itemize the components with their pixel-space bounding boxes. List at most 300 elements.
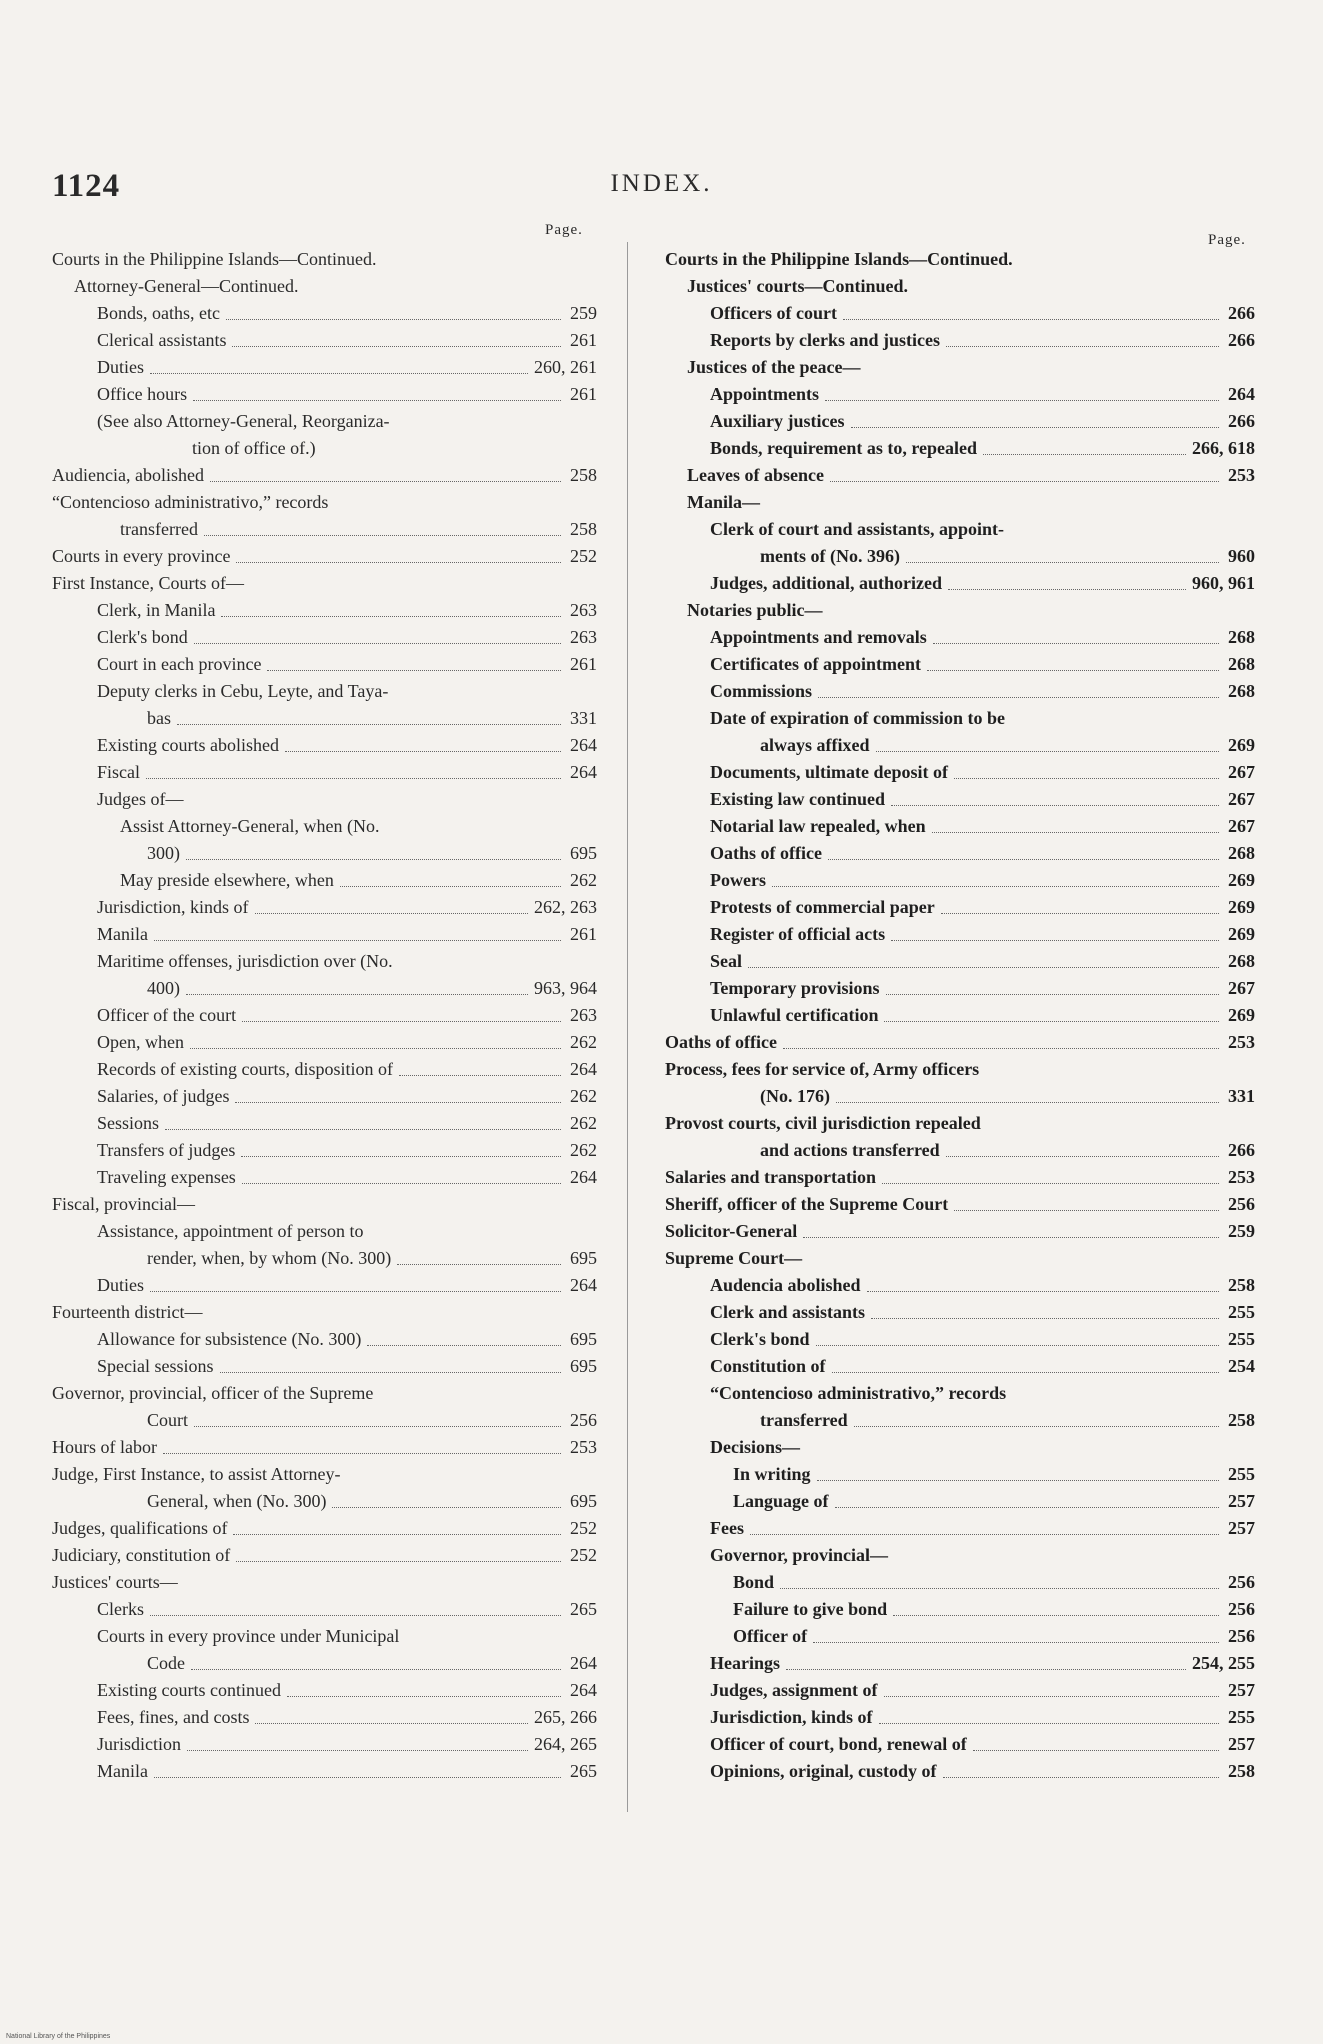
page-title: INDEX.	[610, 170, 713, 197]
entry-page: 695	[570, 1356, 597, 1376]
leader-dots	[851, 426, 1220, 428]
entry-label: Officer of the court	[97, 1005, 237, 1025]
index-entry	[665, 732, 1255, 759]
entry-page: 264	[570, 1059, 597, 1079]
entry-label: Bond	[733, 1572, 775, 1592]
entry-label: Reports by clerks and justices	[710, 330, 940, 350]
leader-dots	[220, 1371, 562, 1373]
index-entry	[665, 1083, 1255, 1110]
entry-label: Salaries and transportation	[665, 1167, 877, 1187]
entry-page: 260, 261	[534, 357, 597, 377]
index-entry	[665, 570, 1255, 597]
index-heading: Manila—	[687, 492, 761, 512]
leader-dots	[255, 912, 529, 914]
index-entry	[52, 516, 597, 543]
index-heading: Justices of the peace—	[687, 357, 861, 377]
entry-page: 262	[570, 1032, 597, 1052]
entry-page: 264	[570, 1653, 597, 1673]
entry-page: 268	[1228, 654, 1255, 674]
index-heading: Decisions—	[710, 1437, 800, 1457]
leader-dots	[954, 777, 1219, 779]
index-entry	[665, 327, 1255, 354]
entry-label: Judges, qualifications of	[52, 1518, 228, 1538]
index-entry	[665, 1623, 1255, 1650]
index-entry	[52, 1704, 597, 1731]
entry-page: 257	[1228, 1680, 1255, 1700]
entry-page: 265, 266	[534, 1707, 597, 1727]
index-entry-continued: Assistance, appointment of person to	[97, 1221, 364, 1241]
leader-dots	[830, 480, 1219, 482]
entry-page: 259	[570, 303, 597, 323]
index-heading: Attorney-General—Continued.	[74, 276, 299, 296]
index-entry	[52, 1110, 597, 1137]
entry-page: 264	[570, 1275, 597, 1295]
entry-page: 259	[1228, 1221, 1255, 1241]
index-column-left	[52, 246, 597, 1785]
leader-dots	[886, 993, 1219, 995]
entry-label: Code	[147, 1653, 185, 1673]
entry-label: Existing courts abolished	[97, 735, 279, 755]
entry-label: Appointments	[710, 384, 820, 404]
index-entry	[52, 1326, 597, 1353]
leader-dots	[154, 939, 561, 941]
index-entry-continued: “Contencioso administrativo,” records	[710, 1383, 1007, 1403]
index-entry	[665, 300, 1255, 327]
entry-label: Officer of court, bond, renewal of	[710, 1734, 967, 1754]
entry-page: 266, 618	[1192, 438, 1255, 458]
leader-dots	[891, 939, 1219, 941]
entry-page: 331	[1228, 1086, 1255, 1106]
entry-label: Hours of labor	[52, 1437, 157, 1457]
entry-label: Commissions	[710, 681, 813, 701]
index-entry	[665, 867, 1255, 894]
index-entry	[665, 948, 1255, 975]
leader-dots	[210, 480, 561, 482]
entry-label: Audencia abolished	[710, 1275, 861, 1295]
entry-page: 255	[1228, 1464, 1255, 1484]
index-entry	[665, 651, 1255, 678]
leader-dots	[954, 1209, 1219, 1211]
leader-dots	[232, 345, 561, 347]
index-entry-continued: Deputy clerks in Cebu, Leyte, and Taya-	[97, 681, 389, 701]
entry-page: 261	[570, 330, 597, 350]
index-entry	[52, 1731, 597, 1758]
leader-dots	[818, 696, 1219, 698]
leader-dots	[235, 1101, 561, 1103]
entry-page: 257	[1228, 1518, 1255, 1538]
index-entry	[665, 1650, 1255, 1677]
leader-dots	[241, 1155, 561, 1157]
leader-dots	[154, 1776, 561, 1778]
index-entry-continued: Governor, provincial, officer of the Supreme	[52, 1383, 374, 1403]
page-column-label-right: Page.	[1208, 232, 1246, 248]
entry-label: Judiciary, constitution of	[52, 1545, 231, 1565]
leader-dots	[221, 615, 561, 617]
entry-page: 268	[1228, 951, 1255, 971]
entry-label: Existing courts continued	[97, 1680, 281, 1700]
entry-page: 258	[1228, 1761, 1255, 1781]
leader-dots	[191, 1668, 561, 1670]
index-entry	[665, 1191, 1255, 1218]
leader-dots	[906, 561, 1219, 563]
index-entry	[52, 381, 597, 408]
entry-page: 256	[570, 1410, 597, 1430]
entry-label: Opinions, original, custody of	[710, 1761, 937, 1781]
entry-label: 400)	[147, 978, 180, 998]
entry-label: Duties	[97, 1275, 144, 1295]
leader-dots	[891, 804, 1219, 806]
entry-label: Oaths of office	[665, 1032, 777, 1052]
leader-dots	[150, 372, 528, 374]
leader-dots	[927, 669, 1219, 671]
index-entry	[665, 921, 1255, 948]
entry-label: Courts in every province	[52, 546, 231, 566]
index-heading: Courts in the Philippine Islands—Continued.	[52, 249, 377, 269]
leader-dots	[893, 1614, 1219, 1616]
index-entry	[52, 975, 597, 1002]
leader-dots	[786, 1668, 1186, 1670]
entry-page: 264	[1228, 384, 1255, 404]
leader-dots	[193, 399, 561, 401]
entry-page: 256	[1228, 1599, 1255, 1619]
entry-page: 254	[1228, 1356, 1255, 1376]
entry-page: 261	[570, 654, 597, 674]
entry-page: 252	[570, 1518, 597, 1538]
entry-label: Court in each province	[97, 654, 262, 674]
entry-page: 253	[1228, 465, 1255, 485]
entry-page: 695	[570, 1491, 597, 1511]
index-entry	[52, 732, 597, 759]
entry-label: Fiscal	[97, 762, 140, 782]
index-entry	[665, 1731, 1255, 1758]
entry-page: 264, 265	[534, 1734, 597, 1754]
leader-dots	[854, 1425, 1219, 1427]
entry-label: Unlawful certification	[710, 1005, 879, 1025]
entry-label: Documents, ultimate deposit of	[710, 762, 948, 782]
entry-page: 262, 263	[534, 897, 597, 917]
entry-page: 269	[1228, 924, 1255, 944]
leader-dots	[973, 1749, 1219, 1751]
leader-dots	[816, 1344, 1219, 1346]
entry-page: 257	[1228, 1491, 1255, 1511]
leader-dots	[948, 588, 1186, 590]
index-column-right	[665, 246, 1255, 1785]
index-entry	[52, 1407, 597, 1434]
index-entry	[52, 354, 597, 381]
entry-label: ments of (No. 396)	[760, 546, 900, 566]
entry-label: Duties	[97, 357, 144, 377]
index-entry	[52, 543, 597, 570]
index-entry	[52, 624, 597, 651]
column-divider	[627, 242, 628, 1812]
entry-page: 255	[1228, 1329, 1255, 1349]
leader-dots	[190, 1047, 561, 1049]
entry-label: General, when (No. 300)	[147, 1491, 327, 1511]
leader-dots	[165, 1128, 561, 1130]
entry-label: Officer of	[733, 1626, 808, 1646]
entry-label: May preside elsewhere, when	[120, 870, 334, 890]
entry-page: 266	[1228, 330, 1255, 350]
leader-dots	[879, 1722, 1219, 1724]
entry-label: Constitution of	[710, 1356, 826, 1376]
index-entry	[52, 705, 597, 732]
index-entry	[52, 1056, 597, 1083]
entry-label: Protests of commercial paper	[710, 897, 935, 917]
entry-label: Bonds, oaths, etc	[97, 303, 220, 323]
leader-dots	[242, 1020, 561, 1022]
index-entry	[665, 1704, 1255, 1731]
index-entry	[665, 1326, 1255, 1353]
entry-label: always affixed	[760, 735, 870, 755]
index-entry	[665, 624, 1255, 651]
entry-page: 252	[570, 1545, 597, 1565]
entry-label: and actions transferred	[760, 1140, 940, 1160]
index-entry	[52, 1542, 597, 1569]
leader-dots	[242, 1182, 561, 1184]
index-entry-continued: Maritime offenses, jurisdiction over (No.	[97, 951, 393, 971]
index-entry	[665, 894, 1255, 921]
entry-page: 269	[1228, 735, 1255, 755]
leader-dots	[287, 1695, 561, 1697]
index-entry	[665, 1299, 1255, 1326]
entry-label: Certificates of appointment	[710, 654, 921, 674]
entry-page: 261	[570, 384, 597, 404]
leader-dots	[236, 561, 561, 563]
entry-label: Records of existing courts, disposition of	[97, 1059, 393, 1079]
leader-dots	[204, 534, 561, 536]
leader-dots	[803, 1236, 1219, 1238]
index-entry	[52, 597, 597, 624]
entry-label: In writing	[733, 1464, 811, 1484]
leader-dots	[750, 1533, 1219, 1535]
index-entry	[52, 1272, 597, 1299]
entry-label: Oaths of office	[710, 843, 822, 863]
leader-dots	[340, 885, 561, 887]
leader-dots	[828, 858, 1219, 860]
index-entry	[665, 1164, 1255, 1191]
index-entry	[52, 759, 597, 786]
entry-page: 265	[570, 1761, 597, 1781]
entry-page: 263	[570, 1005, 597, 1025]
index-entry-continued: Courts in every province under Municipal	[97, 1626, 400, 1646]
leader-dots	[835, 1506, 1219, 1508]
index-entry	[665, 1569, 1255, 1596]
leader-dots	[332, 1506, 561, 1508]
entry-label: transferred	[760, 1410, 848, 1430]
index-entry	[665, 1218, 1255, 1245]
entry-label: Officers of court	[710, 303, 837, 323]
entry-page: 268	[1228, 627, 1255, 647]
entry-page: 253	[1228, 1032, 1255, 1052]
leader-dots	[233, 1533, 561, 1535]
entry-page: 963, 964	[534, 978, 597, 998]
entry-label: Hearings	[710, 1653, 780, 1673]
leader-dots	[983, 453, 1186, 455]
entry-page: 267	[1228, 978, 1255, 998]
index-entry	[665, 1515, 1255, 1542]
index-entry	[665, 1272, 1255, 1299]
entry-label: Jurisdiction, kinds of	[97, 897, 249, 917]
leader-dots	[825, 399, 1219, 401]
entry-label: Sheriff, officer of the Supreme Court	[665, 1194, 949, 1214]
entry-page: 252	[570, 546, 597, 566]
entry-page: 267	[1228, 762, 1255, 782]
entry-label: Auxiliary justices	[710, 411, 845, 431]
entry-label: (No. 176)	[760, 1086, 830, 1106]
index-entry	[665, 462, 1255, 489]
index-entry	[665, 1407, 1255, 1434]
entry-page: 262	[570, 1086, 597, 1106]
entry-label: Solicitor-General	[665, 1221, 798, 1241]
index-entry	[665, 678, 1255, 705]
entry-page: 266	[1228, 411, 1255, 431]
entry-page: 257	[1228, 1734, 1255, 1754]
leader-dots	[867, 1290, 1219, 1292]
index-entry	[665, 1353, 1255, 1380]
entry-label: Judges, assignment of	[710, 1680, 878, 1700]
index-entry	[665, 840, 1255, 867]
index-entry-continued: Assist Attorney-General, when (No.	[120, 816, 380, 836]
index-entry	[52, 1488, 597, 1515]
entry-label: Clerical assistants	[97, 330, 227, 350]
entry-page: 255	[1228, 1707, 1255, 1727]
leader-dots	[194, 1425, 561, 1427]
leader-dots	[832, 1371, 1219, 1373]
entry-page: 695	[570, 1248, 597, 1268]
index-heading: Justices' courts—	[52, 1572, 178, 1592]
entry-label: Transfers of judges	[97, 1140, 236, 1160]
entry-page: 262	[570, 1140, 597, 1160]
index-heading: First Instance, Courts of—	[52, 573, 244, 593]
entry-label: Clerk, in Manila	[97, 600, 216, 620]
index-entry	[665, 1758, 1255, 1785]
index-entry	[52, 1650, 597, 1677]
index-heading: Judges of—	[97, 789, 184, 809]
entry-page: 268	[1228, 681, 1255, 701]
leader-dots	[817, 1479, 1219, 1481]
entry-page: 269	[1228, 870, 1255, 890]
leader-dots	[783, 1047, 1219, 1049]
leader-dots	[226, 318, 561, 320]
entry-page: 256	[1228, 1572, 1255, 1592]
index-entry	[52, 921, 597, 948]
leader-dots	[367, 1344, 561, 1346]
entry-label: transferred	[120, 519, 198, 539]
leader-dots	[397, 1263, 561, 1265]
entry-label: Temporary provisions	[710, 978, 880, 998]
entry-page: 262	[570, 870, 597, 890]
entry-page: 331	[570, 708, 597, 728]
entry-page: 267	[1228, 789, 1255, 809]
entry-page: 269	[1228, 1005, 1255, 1025]
leader-dots	[941, 912, 1219, 914]
entry-page: 256	[1228, 1626, 1255, 1646]
index-heading: Justices' courts—Continued.	[687, 276, 909, 296]
entry-page: 263	[570, 600, 597, 620]
page-column-label-left: Page.	[545, 222, 583, 238]
leader-dots	[943, 1776, 1219, 1778]
entry-page: 258	[1228, 1410, 1255, 1430]
entry-label: Failure to give bond	[733, 1599, 888, 1619]
index-entry	[52, 840, 597, 867]
index-entry	[52, 651, 597, 678]
footer-credit: National Library of the Philippines	[6, 2033, 111, 2040]
entry-label: Register of official acts	[710, 924, 886, 944]
leader-dots	[946, 345, 1219, 347]
index-entry	[52, 1164, 597, 1191]
leader-dots	[163, 1452, 561, 1454]
entry-label: Traveling expenses	[97, 1167, 236, 1187]
leader-dots	[285, 750, 561, 752]
entry-page: 264	[570, 762, 597, 782]
entry-page: 264	[570, 735, 597, 755]
leader-dots	[882, 1182, 1219, 1184]
index-entry-continued: Clerk of court and assistants, appoint-	[710, 519, 1005, 539]
entry-page: 268	[1228, 843, 1255, 863]
leader-dots	[177, 723, 561, 725]
index-entry-continued: Date of expiration of commission to be	[710, 708, 1005, 728]
index-entry	[665, 1002, 1255, 1029]
index-entry	[665, 381, 1255, 408]
entry-label: Salaries, of judges	[97, 1086, 230, 1106]
entry-label: Appointments and removals	[710, 627, 927, 647]
entry-page: 267	[1228, 816, 1255, 836]
entry-label: Judges, additional, authorized	[710, 573, 943, 593]
index-entry	[665, 1677, 1255, 1704]
index-entry	[665, 1488, 1255, 1515]
leader-dots	[236, 1560, 561, 1562]
entry-page: 264	[570, 1167, 597, 1187]
index-entry	[665, 1596, 1255, 1623]
leader-dots	[150, 1290, 561, 1292]
entry-label: Open, when	[97, 1032, 184, 1052]
entry-label: Special sessions	[97, 1356, 214, 1376]
entry-page: 262	[570, 1113, 597, 1133]
index-entry	[52, 867, 597, 894]
entry-label: Clerk's bond	[710, 1329, 810, 1349]
entry-label: Bonds, requirement as to, repealed	[710, 438, 978, 458]
entry-label: Fees, fines, and costs	[97, 1707, 250, 1727]
entry-label: Fees	[710, 1518, 744, 1538]
leader-dots	[772, 885, 1219, 887]
entry-label: 300)	[147, 843, 180, 863]
leader-dots	[146, 777, 561, 779]
index-entry	[665, 975, 1255, 1002]
leader-dots	[884, 1020, 1219, 1022]
leader-dots	[946, 1155, 1219, 1157]
leader-dots	[194, 642, 561, 644]
entry-page: 695	[570, 843, 597, 863]
entry-label: Existing law continued	[710, 789, 886, 809]
entry-label: Powers	[710, 870, 766, 890]
index-entry-continued: Process, fees for service of, Army officers	[665, 1059, 980, 1079]
leader-dots	[843, 318, 1219, 320]
entry-label: Clerks	[97, 1599, 144, 1619]
leader-dots	[780, 1587, 1219, 1589]
entry-label: Jurisdiction, kinds of	[710, 1707, 873, 1727]
index-entry	[665, 543, 1255, 570]
leader-dots	[399, 1074, 561, 1076]
entry-label: Manila	[97, 924, 148, 944]
entry-page: 253	[1228, 1167, 1255, 1187]
entry-page: 695	[570, 1329, 597, 1349]
index-entry	[52, 1083, 597, 1110]
entry-page: 258	[1228, 1275, 1255, 1295]
entry-label: Clerk's bond	[97, 627, 188, 647]
entry-label: Leaves of absence	[687, 465, 824, 485]
entry-label: bas	[147, 708, 171, 728]
leader-dots	[884, 1695, 1219, 1697]
